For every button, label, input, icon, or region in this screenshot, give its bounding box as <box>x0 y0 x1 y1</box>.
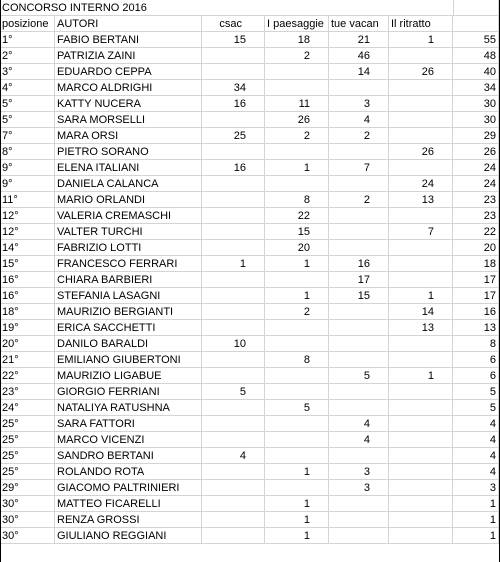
cell-ritratto[interactable] <box>389 464 453 480</box>
cell-paesaggi[interactable] <box>265 320 329 336</box>
header-paesaggi[interactable]: I paesaggie <box>265 16 329 32</box>
cell-vacanze[interactable]: 3 <box>329 464 389 480</box>
table-row <box>0 304 500 320</box>
cell-ritratto[interactable] <box>389 160 453 176</box>
cell-paesaggi[interactable] <box>265 368 329 384</box>
table-row <box>0 112 500 128</box>
header-csac[interactable]: csac <box>202 16 265 32</box>
cell-autore[interactable]: EDUARDO CEPPA <box>55 64 202 80</box>
cell-vacanze[interactable]: 7 <box>329 160 389 176</box>
cell-ritratto[interactable] <box>389 528 453 544</box>
cell-posizione[interactable]: 16° <box>0 288 55 304</box>
table-row <box>0 400 500 416</box>
cell-vacanze[interactable]: 15 <box>329 288 389 304</box>
cell-csac[interactable] <box>202 416 265 432</box>
cell-csac[interactable] <box>202 192 265 208</box>
cell-posizione[interactable]: 3° <box>0 64 55 80</box>
cell-totale[interactable]: 1 <box>453 496 499 512</box>
cell-ritratto[interactable] <box>389 336 453 352</box>
cell-posizione[interactable]: 5° <box>0 112 55 128</box>
cell-ritratto[interactable]: 26 <box>389 144 453 160</box>
cell-paesaggi[interactable] <box>265 336 329 352</box>
cell-posizione[interactable]: 30° <box>0 496 55 512</box>
cell-posizione[interactable]: 8° <box>0 144 55 160</box>
cell-csac[interactable] <box>202 112 265 128</box>
cell-vacanze[interactable]: 21 <box>329 32 389 48</box>
cell-autore[interactable]: MARA ORSI <box>55 128 202 144</box>
cell-csac[interactable] <box>202 240 265 256</box>
cell-paesaggi[interactable]: 5 <box>265 400 329 416</box>
cell-csac[interactable] <box>202 528 265 544</box>
cell-totale[interactable]: 6 <box>453 352 499 368</box>
cell-paesaggi[interactable]: 1 <box>265 496 329 512</box>
cell-csac[interactable] <box>202 320 265 336</box>
cell-csac[interactable] <box>202 512 265 528</box>
cell-totale[interactable]: 24 <box>453 160 499 176</box>
cell-posizione[interactable]: 16° <box>0 272 55 288</box>
header-row <box>0 16 500 32</box>
cell-totale[interactable]: 18 <box>453 256 499 272</box>
cell-autore[interactable]: ELENA ITALIANI <box>55 160 202 176</box>
cell-csac[interactable]: 5 <box>202 384 265 400</box>
table-row <box>0 416 500 432</box>
cell-vacanze[interactable]: 4 <box>329 416 389 432</box>
cell-ritratto[interactable]: 26 <box>389 64 453 80</box>
cell-paesaggi[interactable]: 1 <box>265 464 329 480</box>
cell-csac[interactable]: 4 <box>202 448 265 464</box>
cell-vacanze[interactable] <box>329 384 389 400</box>
cell-vacanze[interactable]: 2 <box>329 192 389 208</box>
cell-autore[interactable]: DANILO BARALDI <box>55 336 202 352</box>
cell-paesaggi[interactable]: 8 <box>265 352 329 368</box>
cell-autore[interactable]: DANIELA CALANCA <box>55 176 202 192</box>
table-row <box>0 320 500 336</box>
cell-paesaggi[interactable] <box>265 480 329 496</box>
cell-csac[interactable] <box>202 272 265 288</box>
cell-csac[interactable] <box>202 288 265 304</box>
cell-posizione[interactable]: 9° <box>0 176 55 192</box>
cell-paesaggi[interactable]: 11 <box>265 96 329 112</box>
cell-posizione[interactable]: 11° <box>0 192 55 208</box>
cell-posizione[interactable]: 5° <box>0 96 55 112</box>
cell-ritratto[interactable] <box>389 352 453 368</box>
cell-totale[interactable]: 5 <box>453 384 499 400</box>
cell-autore[interactable]: ROLANDO ROTA <box>55 464 202 480</box>
cell-posizione[interactable]: 15° <box>0 256 55 272</box>
cell-vacanze[interactable] <box>329 144 389 160</box>
cell-ritratto[interactable]: 7 <box>389 224 453 240</box>
cell-autore[interactable]: CHIARA BARBIERI <box>55 272 202 288</box>
cell-ritratto[interactable] <box>389 432 453 448</box>
cell-paesaggi[interactable] <box>265 80 329 96</box>
cell-csac[interactable] <box>202 224 265 240</box>
cell-totale[interactable]: 3 <box>453 480 499 496</box>
cell-posizione[interactable]: 25° <box>0 432 55 448</box>
cell-ritratto[interactable] <box>389 480 453 496</box>
cell-vacanze[interactable] <box>329 176 389 192</box>
table-row <box>0 352 500 368</box>
cell-paesaggi[interactable] <box>265 176 329 192</box>
header-totale[interactable] <box>453 16 499 32</box>
cell-autore[interactable]: ERICA SACCHETTI <box>55 320 202 336</box>
cell-vacanze[interactable]: 17 <box>329 272 389 288</box>
cell-posizione[interactable]: 25° <box>0 416 55 432</box>
cell-autore[interactable]: RENZA GROSSI <box>55 512 202 528</box>
table-row <box>0 80 500 96</box>
cell-csac[interactable] <box>202 368 265 384</box>
cell-ritratto[interactable] <box>389 80 453 96</box>
cell-ritratto[interactable]: 24 <box>389 176 453 192</box>
cell-posizione[interactable]: 4° <box>0 80 55 96</box>
table-row <box>0 64 500 80</box>
cell-vacanze[interactable] <box>329 224 389 240</box>
table-row <box>0 512 500 528</box>
cell-paesaggi[interactable]: 1 <box>265 512 329 528</box>
cell-vacanze[interactable] <box>329 320 389 336</box>
cell-posizione[interactable]: 14° <box>0 240 55 256</box>
cell-totale[interactable]: 13 <box>453 320 499 336</box>
cell-csac[interactable] <box>202 48 265 64</box>
cell-posizione[interactable]: 25° <box>0 464 55 480</box>
cell-vacanze[interactable] <box>329 336 389 352</box>
cell-vacanze[interactable] <box>329 528 389 544</box>
cell-autore[interactable]: GIULIANO REGGIANI <box>55 528 202 544</box>
cell-ritratto[interactable]: 13 <box>389 320 453 336</box>
cell-csac[interactable]: 15 <box>202 32 265 48</box>
cell-csac[interactable] <box>202 432 265 448</box>
cell-paesaggi[interactable]: 15 <box>265 224 329 240</box>
table-row <box>0 368 500 384</box>
cell-autore[interactable]: FRANCESCO FERRARI <box>55 256 202 272</box>
cell-vacanze[interactable] <box>329 448 389 464</box>
cell-vacanze[interactable]: 16 <box>329 256 389 272</box>
cell-posizione[interactable]: 19° <box>0 320 55 336</box>
cell-totale[interactable]: 17 <box>453 288 499 304</box>
table-row <box>0 144 500 160</box>
cell-csac[interactable] <box>202 464 265 480</box>
cell-totale[interactable]: 8 <box>453 336 499 352</box>
cell-autore[interactable]: MAURIZIO LIGABUE <box>55 368 202 384</box>
cell-paesaggi[interactable] <box>265 432 329 448</box>
cell-paesaggi[interactable]: 2 <box>265 128 329 144</box>
cell-totale[interactable]: 4 <box>453 464 499 480</box>
table-row <box>0 176 500 192</box>
cell-ritratto[interactable] <box>389 208 453 224</box>
cell-totale[interactable]: 34 <box>453 80 499 96</box>
cell-paesaggi[interactable] <box>265 384 329 400</box>
cell-totale[interactable]: 29 <box>453 128 499 144</box>
cell-vacanze[interactable] <box>329 80 389 96</box>
table-row <box>0 256 500 272</box>
cell-paesaggi[interactable]: 1 <box>265 288 329 304</box>
cell-autore[interactable]: VALERIA CREMASCHI <box>55 208 202 224</box>
table-row <box>0 224 500 240</box>
table-row <box>0 480 500 496</box>
cell-totale[interactable]: 30 <box>453 112 499 128</box>
cell-totale[interactable]: 4 <box>453 416 499 432</box>
cell-csac[interactable]: 34 <box>202 80 265 96</box>
cell-posizione[interactable]: 30° <box>0 512 55 528</box>
cell-csac[interactable]: 16 <box>202 160 265 176</box>
cell-ritratto[interactable] <box>389 384 453 400</box>
table-row <box>0 128 500 144</box>
table-row <box>0 464 500 480</box>
cell-paesaggi[interactable]: 22 <box>265 208 329 224</box>
cell-posizione[interactable]: 25° <box>0 448 55 464</box>
header-posizione[interactable]: posizione <box>0 16 55 32</box>
sheet-left-edge <box>0 0 1 562</box>
cell-vacanze[interactable]: 46 <box>329 48 389 64</box>
cell-totale[interactable]: 22 <box>453 224 499 240</box>
title-row-total-cell[interactable] <box>453 0 499 16</box>
cell-ritratto[interactable]: 14 <box>389 304 453 320</box>
sheet-title: CONCORSO INTERNO 2016 <box>2 2 147 14</box>
cell-csac[interactable]: 16 <box>202 96 265 112</box>
cell-paesaggi[interactable] <box>265 416 329 432</box>
cell-csac[interactable] <box>202 144 265 160</box>
cell-vacanze[interactable] <box>329 208 389 224</box>
cell-totale[interactable]: 26 <box>453 144 499 160</box>
table-row <box>0 48 500 64</box>
cell-totale[interactable]: 4 <box>453 432 499 448</box>
cell-csac[interactable] <box>202 304 265 320</box>
cell-totale[interactable]: 24 <box>453 176 499 192</box>
cell-ritratto[interactable]: 1 <box>389 288 453 304</box>
cell-autore[interactable]: SARA FATTORI <box>55 416 202 432</box>
cell-vacanze[interactable]: 3 <box>329 96 389 112</box>
cell-vacanze[interactable] <box>329 240 389 256</box>
cell-posizione[interactable]: 21° <box>0 352 55 368</box>
cell-autore[interactable]: SARA MORSELLI <box>55 112 202 128</box>
cell-paesaggi[interactable]: 1 <box>265 160 329 176</box>
cell-ritratto[interactable] <box>389 48 453 64</box>
cell-posizione[interactable]: 9° <box>0 160 55 176</box>
cell-totale[interactable]: 1 <box>453 528 499 544</box>
table-row <box>0 384 500 400</box>
cell-totale[interactable]: 55 <box>453 32 499 48</box>
cell-posizione[interactable]: 18° <box>0 304 55 320</box>
cell-autore[interactable]: PATRIZIA ZAINI <box>55 48 202 64</box>
cell-autore[interactable]: MARCO ALDRIGHI <box>55 80 202 96</box>
cell-csac[interactable] <box>202 352 265 368</box>
cell-autore[interactable]: FABRIZIO LOTTI <box>55 240 202 256</box>
cell-autore[interactable]: EMILIANO GIUBERTONI <box>55 352 202 368</box>
table-row <box>0 96 500 112</box>
cell-autore[interactable]: MARCO VICENZI <box>55 432 202 448</box>
cell-totale[interactable]: 23 <box>453 192 499 208</box>
cell-vacanze[interactable] <box>329 400 389 416</box>
header-autore[interactable]: AUTORI <box>55 16 202 32</box>
cell-csac[interactable] <box>202 64 265 80</box>
cell-vacanze[interactable] <box>329 496 389 512</box>
table-row <box>0 208 500 224</box>
cell-ritratto[interactable]: 13 <box>389 192 453 208</box>
cell-paesaggi[interactable]: 2 <box>265 48 329 64</box>
table-row <box>0 272 500 288</box>
cell-autore[interactable]: STEFANIA LASAGNI <box>55 288 202 304</box>
cell-totale[interactable]: 16 <box>453 304 499 320</box>
cell-vacanze[interactable] <box>329 352 389 368</box>
table-row <box>0 528 500 544</box>
cell-csac[interactable] <box>202 208 265 224</box>
cell-csac[interactable] <box>202 480 265 496</box>
table-row <box>0 336 500 352</box>
cell-ritratto[interactable] <box>389 112 453 128</box>
cell-paesaggi[interactable]: 1 <box>265 528 329 544</box>
cell-csac[interactable] <box>202 496 265 512</box>
cell-ritratto[interactable] <box>389 416 453 432</box>
cell-totale[interactable]: 1 <box>453 512 499 528</box>
cell-paesaggi[interactable]: 26 <box>265 112 329 128</box>
cell-autore[interactable]: VALTER TURCHI <box>55 224 202 240</box>
cell-paesaggi[interactable]: 20 <box>265 240 329 256</box>
cell-ritratto[interactable] <box>389 496 453 512</box>
cell-posizione[interactable]: 22° <box>0 368 55 384</box>
cell-paesaggi[interactable] <box>265 448 329 464</box>
header-ritratto[interactable]: Il ritratto <box>389 16 453 32</box>
cell-vacanze[interactable] <box>329 304 389 320</box>
cell-totale[interactable]: 20 <box>453 240 499 256</box>
cell-autore[interactable]: PIETRO SORANO <box>55 144 202 160</box>
cell-csac[interactable]: 25 <box>202 128 265 144</box>
cell-totale[interactable]: 6 <box>453 368 499 384</box>
table-row <box>0 432 500 448</box>
cell-csac[interactable]: 10 <box>202 336 265 352</box>
cell-paesaggi[interactable]: 18 <box>265 32 329 48</box>
cell-ritratto[interactable] <box>389 128 453 144</box>
cell-totale[interactable]: 30 <box>453 96 499 112</box>
cell-ritratto[interactable]: 1 <box>389 32 453 48</box>
cell-vacanze[interactable]: 5 <box>329 368 389 384</box>
cell-autore[interactable]: MAURIZIO BERGIANTI <box>55 304 202 320</box>
cell-posizione[interactable]: 12° <box>0 224 55 240</box>
cell-posizione[interactable]: 30° <box>0 528 55 544</box>
cell-autore[interactable]: NATALIYA RATUSHNA <box>55 400 202 416</box>
table-row <box>0 448 500 464</box>
cell-ritratto[interactable] <box>389 512 453 528</box>
cell-totale[interactable]: 5 <box>453 400 499 416</box>
cell-posizione[interactable]: 2° <box>0 48 55 64</box>
cell-posizione[interactable]: 12° <box>0 208 55 224</box>
cell-vacanze[interactable] <box>329 512 389 528</box>
cell-ritratto[interactable] <box>389 448 453 464</box>
cell-autore[interactable]: MARIO ORLANDI <box>55 192 202 208</box>
cell-paesaggi[interactable] <box>265 64 329 80</box>
cell-posizione[interactable]: 7° <box>0 128 55 144</box>
cell-totale[interactable]: 23 <box>453 208 499 224</box>
cell-autore[interactable]: GIORGIO FERRIANI <box>55 384 202 400</box>
cell-ritratto[interactable] <box>389 400 453 416</box>
cell-posizione[interactable]: 1° <box>0 32 55 48</box>
cell-autore[interactable]: GIACOMO PALTRINIERI <box>55 480 202 496</box>
cell-csac[interactable] <box>202 176 265 192</box>
cell-autore[interactable]: KATTY NUCERA <box>55 96 202 112</box>
cell-ritratto[interactable] <box>389 272 453 288</box>
table-row <box>0 32 500 48</box>
cell-vacanze[interactable]: 4 <box>329 112 389 128</box>
cell-posizione[interactable]: 23° <box>0 384 55 400</box>
table-row <box>0 160 500 176</box>
cell-totale[interactable]: 17 <box>453 272 499 288</box>
cell-posizione[interactable]: 20° <box>0 336 55 352</box>
sheet-title-cell[interactable] <box>0 0 500 16</box>
table-row <box>0 192 500 208</box>
cell-csac[interactable] <box>202 400 265 416</box>
cell-csac[interactable]: 1 <box>202 256 265 272</box>
cell-paesaggi[interactable]: 1 <box>265 256 329 272</box>
cell-ritratto[interactable] <box>389 256 453 272</box>
table-row <box>0 240 500 256</box>
cell-ritratto[interactable]: 1 <box>389 368 453 384</box>
cell-vacanze[interactable]: 14 <box>329 64 389 80</box>
cell-autore[interactable]: FABIO BERTANI <box>55 32 202 48</box>
header-vacanze[interactable]: tue vacan <box>329 16 389 32</box>
cell-vacanze[interactable]: 3 <box>329 480 389 496</box>
cell-paesaggi[interactable]: 8 <box>265 192 329 208</box>
table-row <box>0 288 500 304</box>
cell-vacanze[interactable]: 4 <box>329 432 389 448</box>
cell-ritratto[interactable] <box>389 96 453 112</box>
cell-paesaggi[interactable]: 2 <box>265 304 329 320</box>
cell-ritratto[interactable] <box>389 240 453 256</box>
cell-paesaggi[interactable] <box>265 144 329 160</box>
cell-vacanze[interactable]: 2 <box>329 128 389 144</box>
cell-totale[interactable]: 40 <box>453 64 499 80</box>
table-row <box>0 496 500 512</box>
cell-autore[interactable]: MATTEO FICARELLI <box>55 496 202 512</box>
cell-posizione[interactable]: 29° <box>0 480 55 496</box>
cell-totale[interactable]: 4 <box>453 448 499 464</box>
cell-paesaggi[interactable] <box>265 272 329 288</box>
cell-totale[interactable]: 48 <box>453 48 499 64</box>
cell-posizione[interactable]: 24° <box>0 400 55 416</box>
cell-autore[interactable]: SANDRO BERTANI <box>55 448 202 464</box>
